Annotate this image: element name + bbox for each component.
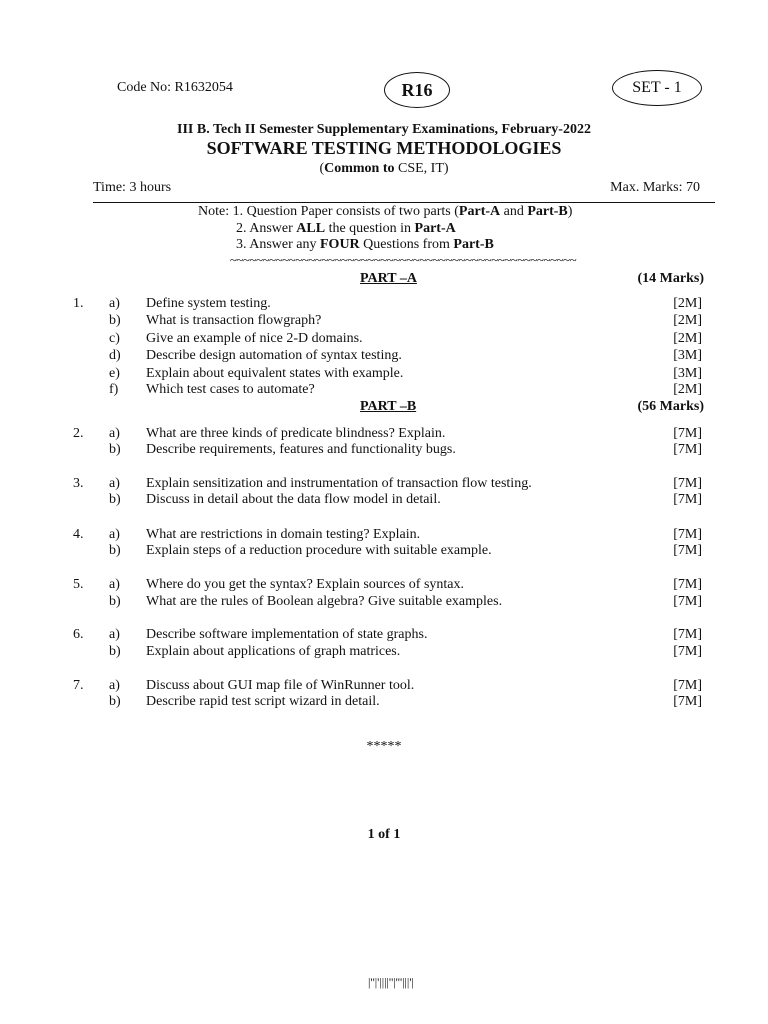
note-line-3 — [236, 237, 494, 253]
note-line-1 — [198, 204, 572, 220]
question-letter: b) — [109, 694, 121, 709]
question-text: What is transaction flowgraph? — [146, 313, 322, 328]
question-letter: b) — [109, 543, 121, 558]
common-branches: CSE, IT) — [394, 161, 449, 176]
note-emphasis: Part-A — [414, 221, 456, 236]
note-and: and — [500, 204, 528, 219]
question-marks: [7M] — [673, 476, 702, 491]
question-marks: [7M] — [673, 442, 702, 457]
question-letter: b) — [109, 492, 121, 507]
question-letter: e) — [109, 366, 120, 381]
question-number: 6. — [73, 627, 84, 642]
question-text: Define system testing. — [146, 296, 271, 311]
part-a-marks: (14 Marks) — [637, 271, 704, 286]
question-marks: [2M] — [673, 313, 702, 328]
question-letter: a) — [109, 577, 120, 592]
question-marks: [7M] — [673, 492, 702, 507]
question-marks: [7M] — [673, 694, 702, 709]
note-part-a: Part-A — [458, 204, 501, 219]
end-marker: ***** — [366, 739, 402, 754]
note-text: the question in — [325, 221, 415, 236]
question-row — [0, 577, 768, 594]
question-text: Where do you get the syntax? Explain sources of syntax. — [146, 577, 465, 592]
note-suffix: ) — [567, 204, 573, 219]
max-marks: Max. Marks: 70 — [610, 180, 700, 195]
question-text: What are the rules of Boolean algebra? Give suitable examples. — [146, 594, 503, 609]
question-marks: [2M] — [673, 382, 702, 397]
question-row — [0, 527, 768, 544]
note-line-2 — [236, 221, 456, 237]
barcode-text: |''|'||||''|'''|||'| — [368, 975, 414, 989]
question-number: 2. — [73, 426, 84, 441]
question-row — [0, 694, 768, 711]
note-text: 2. Answer — [236, 221, 297, 236]
header-divider — [93, 202, 715, 203]
regulation-badge: R16 — [384, 72, 450, 108]
question-letter: d) — [109, 348, 121, 363]
exam-title: III B. Tech II Semester Supplementary Examinations, February-2022 — [177, 122, 591, 137]
question-row — [0, 644, 768, 661]
set-badge: SET - 1 — [612, 70, 702, 106]
question-number: 7. — [73, 678, 84, 693]
question-marks: [7M] — [673, 426, 702, 441]
question-text: Explain about equivalent states with example. — [146, 366, 404, 381]
question-marks: [3M] — [673, 366, 702, 381]
question-row — [0, 348, 768, 365]
part-b-marks: (56 Marks) — [637, 399, 704, 414]
common-to-line — [0, 161, 768, 177]
question-text: Which test cases to automate? — [146, 382, 315, 397]
question-letter: a) — [109, 296, 120, 311]
question-marks: [7M] — [673, 678, 702, 693]
question-letter: b) — [109, 313, 121, 328]
question-marks: [3M] — [673, 348, 702, 363]
question-row — [0, 627, 768, 644]
exam-duration: Time: 3 hours — [93, 180, 172, 195]
question-text: What are three kinds of predicate blindness? Explain. — [146, 426, 446, 441]
question-marks: [7M] — [673, 594, 702, 609]
question-letter: f) — [109, 382, 119, 397]
question-row — [0, 678, 768, 695]
note-text: Questions from — [359, 237, 454, 252]
note-text: 3. Answer any — [236, 237, 320, 252]
question-letter: a) — [109, 678, 120, 693]
part-a-title: PART –A — [360, 271, 417, 286]
question-number: 5. — [73, 577, 84, 592]
question-text: Describe rapid test script wizard in detail. — [146, 694, 380, 709]
question-text: Explain sensitization and instrumentation of transaction flow testing. — [146, 476, 532, 491]
code-number: Code No: R1632054 — [117, 80, 233, 95]
question-row — [0, 331, 768, 348]
common-label: Common to — [324, 161, 395, 176]
question-text: Describe requirements, features and functionality bugs. — [146, 442, 456, 457]
question-text: Describe design automation of syntax testing. — [146, 348, 402, 363]
question-text: What are restrictions in domain testing? Explain. — [146, 527, 421, 542]
question-text: Discuss about GUI map file of WinRunner tool. — [146, 678, 415, 693]
question-row — [0, 296, 768, 313]
question-marks: [2M] — [673, 331, 702, 346]
note-emphasis: FOUR — [320, 237, 360, 252]
tilde-separator: ~~~~~~~~~~~~~~~~~~~~~~~~~~~~~~~~~~~~~~~~~~~~~~~~~~~~~ — [229, 252, 577, 267]
question-letter: a) — [109, 627, 120, 642]
question-letter: b) — [109, 644, 121, 659]
question-letter: a) — [109, 476, 120, 491]
question-row — [0, 442, 768, 459]
question-row — [0, 382, 768, 399]
note-part-b: Part-B — [527, 204, 568, 219]
question-letter: b) — [109, 442, 121, 457]
question-text: Describe software implementation of state graphs. — [146, 627, 428, 642]
question-number: 3. — [73, 476, 84, 491]
note-emphasis: Part-B — [453, 237, 494, 252]
question-number: 4. — [73, 527, 84, 542]
note-emphasis: ALL — [296, 221, 326, 236]
question-row — [0, 366, 768, 383]
question-row — [0, 492, 768, 509]
question-text: Discuss in detail about the data flow model in detail. — [146, 492, 441, 507]
question-row — [0, 426, 768, 443]
question-text: Explain steps of a reduction procedure with suitable example. — [146, 543, 492, 558]
question-marks: [7M] — [673, 644, 702, 659]
question-text: Give an example of nice 2-D domains. — [146, 331, 363, 346]
question-marks: [7M] — [673, 627, 702, 642]
question-letter: c) — [109, 331, 120, 346]
question-marks: [7M] — [673, 527, 702, 542]
question-number: 1. — [73, 296, 84, 311]
question-letter: b) — [109, 594, 121, 609]
subject-title: SOFTWARE TESTING METHODOLOGIES — [206, 138, 562, 158]
page-number: 1 of 1 — [367, 827, 401, 842]
question-row — [0, 594, 768, 611]
question-text: Explain about applications of graph matrices. — [146, 644, 401, 659]
note-text: Note: 1. Question Paper consists of two parts ( — [198, 204, 459, 219]
question-letter: a) — [109, 527, 120, 542]
question-row — [0, 313, 768, 330]
question-marks: [2M] — [673, 296, 702, 311]
common-paren: ( — [319, 161, 325, 176]
question-marks: [7M] — [673, 577, 702, 592]
part-b-title: PART –B — [360, 399, 417, 414]
question-row — [0, 543, 768, 560]
question-row — [0, 476, 768, 493]
question-marks: [7M] — [673, 543, 702, 558]
question-letter: a) — [109, 426, 120, 441]
